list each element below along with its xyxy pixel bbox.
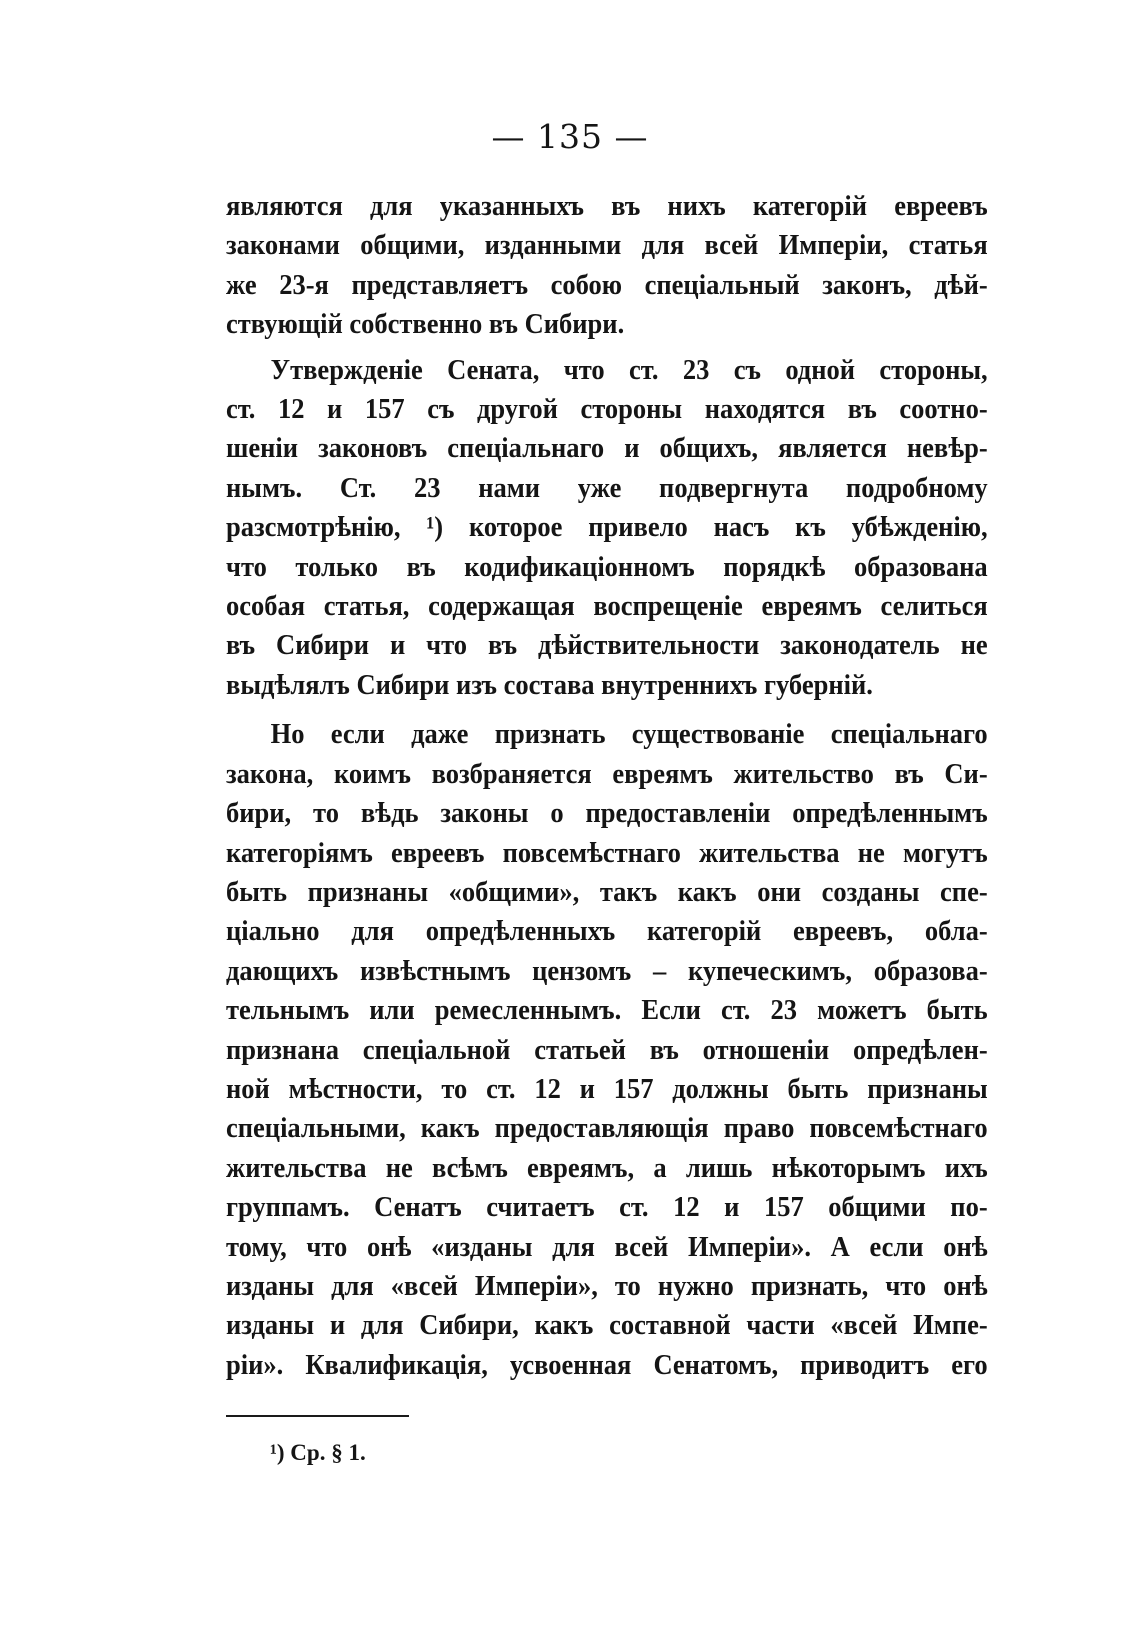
text-line: изданы и для Сибири, какъ составной части «всей Импе- (226, 1310, 988, 1342)
text-line: изданы для «всей Имперіи», то нужно признать, что онѣ (226, 1270, 988, 1302)
text-line: ціально для опредѣленныхъ категорій евреевъ, обла- (226, 916, 988, 948)
text-line: признана спеціальной статьей въ отношеніи опредѣлен- (226, 1034, 988, 1066)
text-line: особая статья, содержащая воспрещеніе евреямъ селиться (226, 591, 988, 623)
text-line: законами общими, изданными для всей Имперіи, статья (226, 230, 988, 262)
text-line: тому, что онѣ «изданы для всей Имперіи». А если онѣ (226, 1231, 988, 1263)
text-line: являются для указанныхъ въ нихъ категорій евреевъ (226, 191, 988, 222)
text-line: ной мѣстности, то ст. 12 и 157 должны быть признаны (226, 1073, 988, 1105)
text-line: ріи». Квалификація, усвоенная Сенатомъ, приводитъ его (226, 1349, 988, 1381)
paragraph-3 (226, 715, 988, 1385)
text-line: быть признаны «общими», такъ какъ они созданы спе- (226, 876, 988, 908)
text-line: же 23-я представляетъ собою спеціальный законъ, дѣй- (226, 269, 988, 301)
text-line: въ Сибири и что въ дѣйствительности законодатель не (226, 630, 988, 662)
text-line: дающихъ извѣстнымъ цензомъ – купеческимъ, образова- (226, 955, 988, 987)
text-line: нымъ. Ст. 23 нами уже подвергнута подробному (226, 472, 988, 504)
text-line: спеціальными, какъ предоставляющія право повсемѣстнаго (226, 1113, 988, 1145)
text-line: тельнымъ или ремесленнымъ. Если ст. 23 можетъ быть (226, 995, 988, 1027)
text-line: жительства не всѣмъ евреямъ, а лишь нѣкоторымъ ихъ (226, 1152, 988, 1184)
text-line: Утвержденіе Сената, что ст. 23 съ одной стороны, (270, 354, 988, 386)
text-line: Но если даже признать существованіе спеціальнаго (270, 719, 988, 751)
text-line: ст. 12 и 157 съ другой стороны находятся въ соотно- (226, 394, 988, 426)
text-line: бири, то вѣдь законы о предоставленіи опредѣленнымъ (226, 798, 988, 830)
text-line: ствующій собственно въ Сибири. (226, 309, 625, 341)
paragraph-2 (226, 351, 988, 706)
text-line: выдѣлялъ Сибири изъ состава внутреннихъ губерній. (226, 669, 873, 701)
body-text (226, 187, 988, 1385)
text-line: группамъ. Сенатъ считаетъ ст. 12 и 157 общими по- (226, 1192, 988, 1224)
text-line: разсмотрѣнію, ¹) которое привело насъ къ убѣжденію, (226, 512, 988, 544)
footnote-divider (226, 1415, 409, 1417)
text-line: закона, коимъ возбраняется евреямъ жительство въ Си- (226, 758, 988, 790)
text-line: категоріямъ евреевъ повсемѣстнаго жительства не могутъ (226, 837, 988, 869)
page-number: — 135 — (491, 117, 649, 156)
text-line: шеніи законовъ спеціальнаго и общихъ, является невѣр- (226, 433, 988, 465)
paragraph-1 (226, 187, 988, 345)
text-line: что только въ кодификаціонномъ порядкѣ образована (226, 551, 988, 583)
footnote: ¹) Ср. § 1. (270, 1440, 366, 1465)
